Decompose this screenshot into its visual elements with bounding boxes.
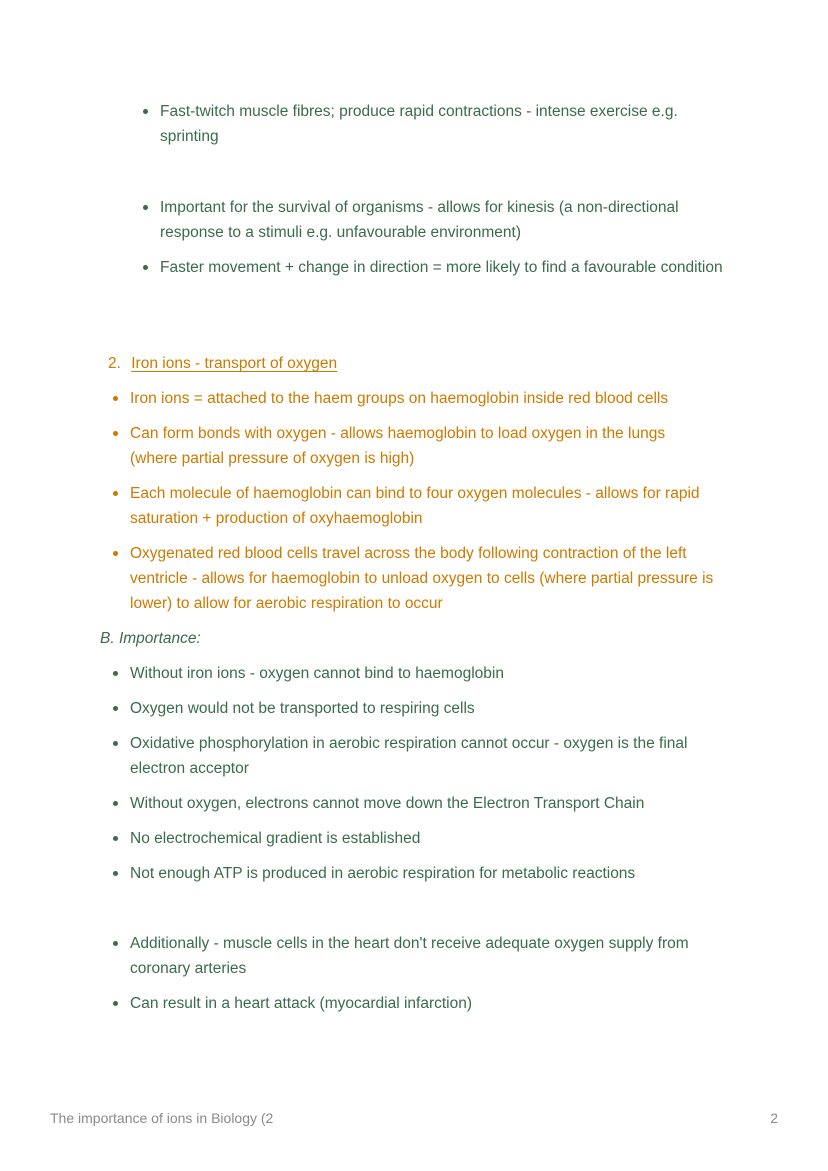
top-bullet-list-b bbox=[160, 195, 740, 280]
list-item: Can form bonds with oxygen - allows haemoglobin to load oxygen in the lungs (where partial pressure of oxygen is high) bbox=[130, 421, 715, 471]
list-item: Important for the survival of organisms - allows for kinesis (a non-directional response to a stimuli e.g. unfavourable environment) bbox=[160, 195, 740, 245]
list-item: Without iron ions - oxygen cannot bind to haemoglobin bbox=[130, 661, 715, 686]
list-item: No electrochemical gradient is established bbox=[130, 826, 715, 851]
section-title: Iron ions - transport of oxygen bbox=[131, 355, 338, 372]
list-item: Without oxygen, electrons cannot move down the Electron Transport Chain bbox=[130, 791, 715, 816]
iron-ions-bullet-list bbox=[130, 386, 715, 616]
list-item: Can result in a heart attack (myocardial infarction) bbox=[130, 991, 715, 1016]
list-item: Oxidative phosphorylation in aerobic respiration cannot occur - oxygen is the final electron acceptor bbox=[130, 731, 715, 781]
section-heading bbox=[108, 351, 337, 376]
list-item: Faster movement + change in direction = more likely to find a favourable condition bbox=[160, 255, 740, 280]
list-item: Additionally - muscle cells in the heart don't receive adequate oxygen supply from coronary arteries bbox=[130, 931, 715, 981]
footer-title: The importance of ions in Biology (2 bbox=[50, 1110, 274, 1126]
importance-heading: B. Importance: bbox=[100, 630, 201, 647]
top-bullet-list-a bbox=[160, 99, 740, 149]
list-item: Oxygenated red blood cells travel across the body following contraction of the left ventricle - allows for haemoglobin to unload oxygen to cells (where partial pressure is lower) to allow for aerobic respiration to occur bbox=[130, 541, 715, 616]
importance-bullet-list-a bbox=[130, 661, 715, 886]
list-item: Oxygen would not be transported to respiring cells bbox=[130, 696, 715, 721]
footer-page-number: 2 bbox=[770, 1110, 778, 1126]
importance-bullet-list-b bbox=[130, 931, 715, 1016]
list-item: Not enough ATP is produced in aerobic respiration for metabolic reactions bbox=[130, 861, 715, 886]
list-item: Iron ions = attached to the haem groups on haemoglobin inside red blood cells bbox=[130, 386, 715, 411]
list-item: Each molecule of haemoglobin can bind to four oxygen molecules - allows for rapid saturation + production of oxyhaemoglobin bbox=[130, 481, 715, 531]
section-number: 2. bbox=[108, 355, 121, 372]
list-item: Fast-twitch muscle fibres; produce rapid contractions - intense exercise e.g. sprinting bbox=[160, 99, 740, 149]
